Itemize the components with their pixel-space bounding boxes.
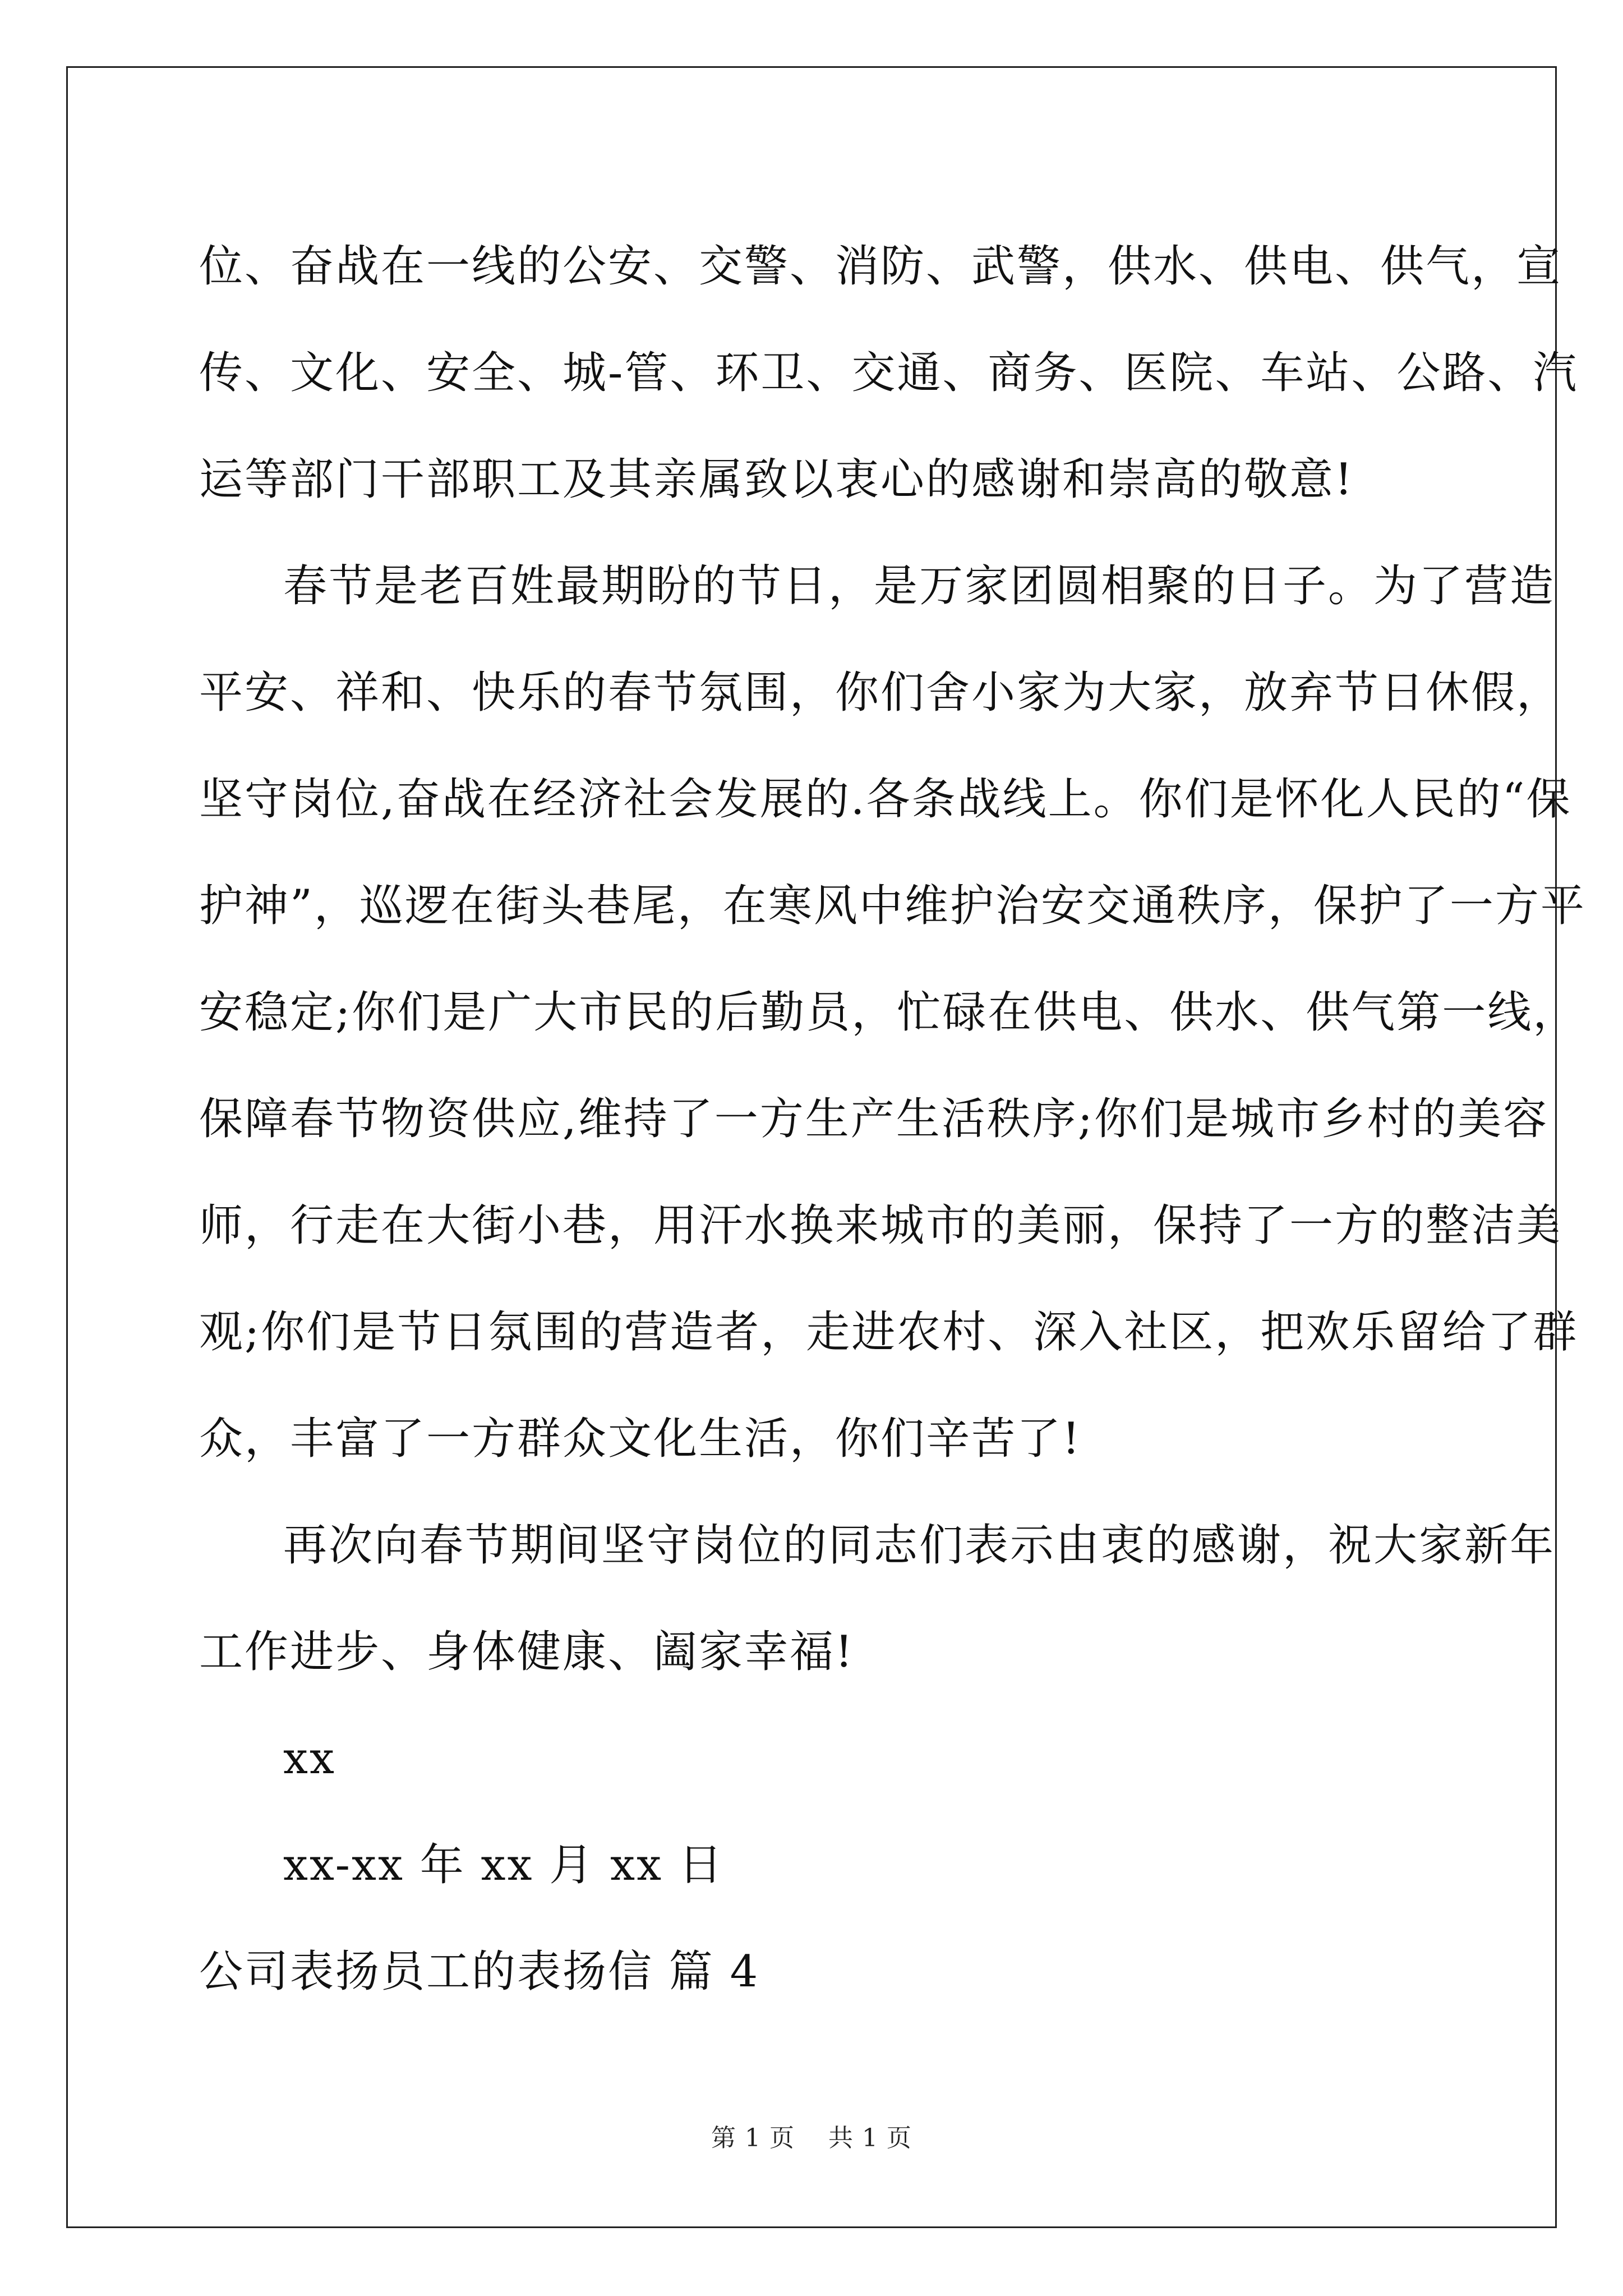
body-line-14: 工作进步、身体健康、阖家幸福! — [199, 1627, 855, 1677]
body-line-6: 坚守岗位,奋战在经济社会发展的.各条战线上。你们是怀化人民的“保 — [199, 774, 1572, 825]
body-line-5: 平安、祥和、快乐的春节氛围，你们舍小家为大家，放弃节日休假， — [199, 668, 1562, 718]
body-line-11: 观;你们是节日氛围的营造者，走进农村、深入社区，把欢乐留给了群 — [199, 1307, 1579, 1358]
section-heading: 公司表扬员工的表扬信 篇 4 — [199, 1947, 760, 1997]
page-number-label: 第 1 页 共 1 页 — [711, 2124, 912, 2152]
body-line-13: 再次向春节期间坚守岗位的同志们表示由衷的感谢，祝大家新年 — [283, 1520, 1556, 1571]
signature-date: xx-xx 年 xx 月 xx 日 — [283, 1840, 724, 1890]
body-line-8: 安稳定;你们是广大市民的后勤员，忙碌在供电、供水、供气第一线， — [199, 987, 1579, 1038]
body-line-7: 护神”，巡逻在街头巷尾，在寒风中维护治安交通秩序，保护了一方平 — [199, 881, 1586, 931]
body-line-4: 春节是老百姓最期盼的节日，是万家团圆相聚的日子。为了营造 — [283, 561, 1556, 611]
body-line-3: 运等部门干部职工及其亲属致以衷心的感谢和崇高的敬意! — [199, 454, 1354, 505]
body-line-2: 传、文化、安全、城-管、环卫、交通、商务、医院、车站、公路、汽 — [199, 348, 1579, 398]
body-line-12: 众，丰富了一方群众文化生活，你们辛苦了! — [199, 1414, 1082, 1464]
body-line-10: 师，行走在大街小巷，用汗水换来城市的美丽，保持了一方的整洁美 — [199, 1200, 1562, 1251]
document-body — [199, 213, 1586, 2025]
body-line-9: 保障春节物资供应,维持了一方生产生活秩序;你们是城市乡村的美容 — [199, 1094, 1549, 1144]
body-line-1: 位、奋战在一线的公安、交警、消防、武警，供水、供电、供气，宣 — [199, 241, 1562, 292]
signature-name: xx — [283, 1733, 336, 1784]
page-footer — [0, 2118, 1623, 2154]
